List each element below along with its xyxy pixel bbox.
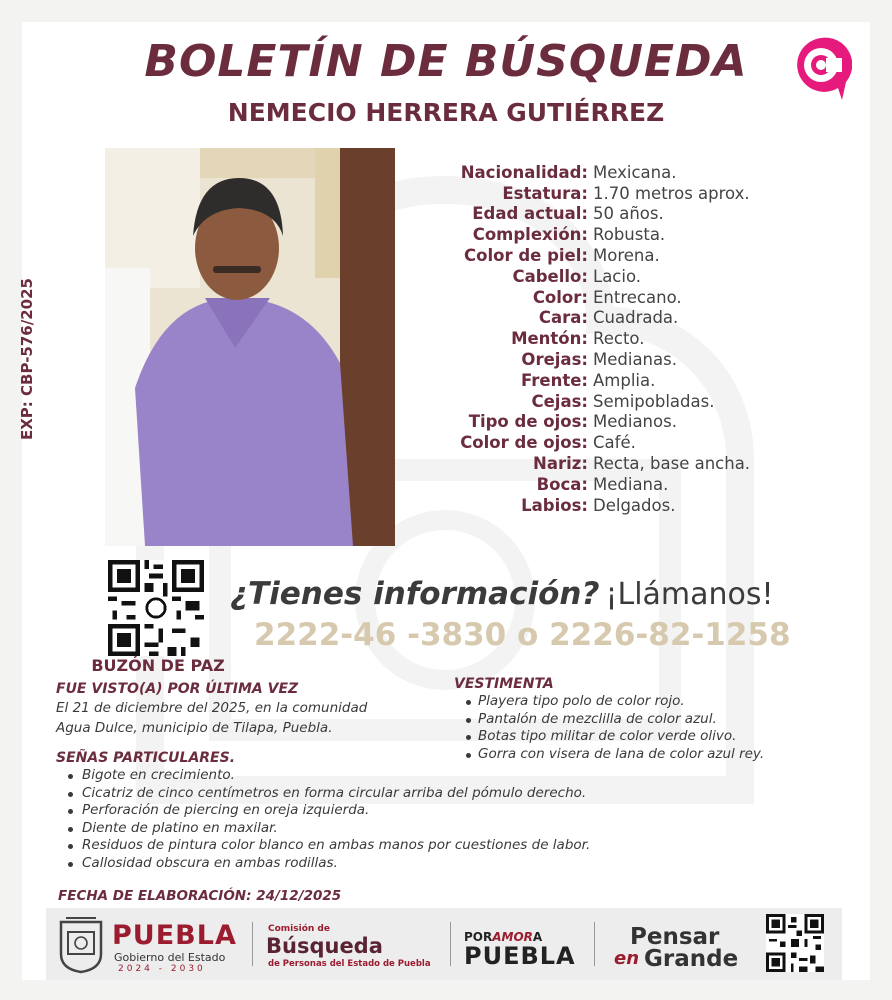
divider [252, 922, 253, 966]
grande-text: Grande [644, 946, 739, 972]
list-item: Cicatriz de cinco centímetros en forma circular arriba del pómulo derecho. [56, 785, 816, 803]
years-text: 2024 - 2030 [118, 964, 206, 974]
attribute-row [430, 453, 830, 474]
info-question-text: ¿Tienes información? [230, 576, 600, 612]
por-text: POR [464, 930, 493, 944]
list-item: Bigote en crecimiento. [56, 767, 816, 785]
a-text: A [532, 930, 543, 944]
attribute-label: Complexión: [472, 225, 588, 245]
elaboration-date: FECHA DE ELABORACIÓN: 24/12/2025 [58, 888, 342, 904]
buzon-qr-code[interactable] [108, 560, 204, 656]
attribute-label: Nacionalidad: [460, 162, 588, 182]
attribute-row [430, 474, 830, 495]
distinguishing-marks-section [56, 750, 816, 872]
attribute-label: Boca: [536, 474, 588, 494]
attribute-row [430, 328, 830, 349]
attribute-row [430, 183, 830, 204]
list-item: Perforación de piercing en oreja izquierda. [56, 802, 816, 820]
attribute-value: Recta, base ancha. [593, 454, 751, 474]
attribute-value: Recto. [593, 329, 645, 349]
attribute-row [430, 224, 830, 245]
attribute-label: Tipo de ojos: [468, 412, 588, 432]
attribute-label: Frente: [521, 370, 588, 390]
state-shield-icon [56, 914, 106, 974]
contact-phones[interactable]: 2222-46 -3830 o 2226-82-1258 [254, 617, 791, 653]
en-text: en [614, 948, 640, 969]
buzon-de-paz-label: BUZÓN DE PAZ [91, 656, 225, 675]
attribute-row [430, 287, 830, 308]
last-seen-line: El 21 de diciembre del 2025, en la comunidad [56, 700, 368, 716]
list-item: Pantalón de mezclilla de color azul. [454, 711, 854, 729]
attribute-value: 1.70 metros aprox. [593, 183, 750, 203]
attribute-row [430, 308, 830, 329]
clothing-heading: VESTIMENTA [454, 676, 554, 692]
attribute-value: Robusta. [593, 225, 666, 245]
busqueda-logo-text: Búsqueda [266, 934, 383, 958]
attribute-value: Cuadrada. [593, 308, 679, 328]
marks-list [56, 767, 816, 872]
divider [450, 922, 451, 966]
attribute-value: Delgados. [593, 495, 676, 515]
attribute-row [430, 391, 830, 412]
attribute-label: Color de piel: [464, 246, 588, 266]
marks-heading: SEÑAS PARTICULARES. [56, 750, 236, 766]
list-item: Diente de platino en maxilar. [56, 820, 816, 838]
pensar-text: Pensar [630, 924, 720, 950]
attribute-value: Semipobladas. [593, 391, 715, 411]
call-us-text: ¡Llámanos! [605, 577, 774, 612]
attribute-label: Estatura: [502, 183, 588, 203]
list-item: Gorra con visera de lana de color azul rey. [454, 746, 854, 764]
list-item: Callosidad obscura en ambas rodillas. [56, 855, 816, 873]
list-item: Botas tipo militar de color verde olivo. [454, 728, 854, 746]
attribute-row [430, 266, 830, 287]
attribute-row [430, 495, 830, 516]
por-amor-puebla-text: PUEBLA [464, 942, 576, 970]
gobierno-text: Gobierno del Estado [114, 951, 226, 964]
attribute-row [430, 245, 830, 266]
attribute-value: Mediana. [593, 474, 669, 494]
attribute-value: Mexicana. [593, 162, 677, 182]
attribute-value: Entrecano. [593, 287, 682, 307]
person-photo [105, 148, 395, 546]
puebla-logo-text: PUEBLA [112, 920, 237, 951]
attribute-value: Lacio. [593, 266, 642, 286]
attribute-value: Medianas. [593, 350, 677, 370]
attribute-label: Edad actual: [472, 204, 588, 224]
attribute-label: Cara: [538, 308, 588, 328]
attribute-value: Amplia. [593, 370, 656, 390]
last-seen-section [56, 681, 436, 737]
attribute-value: Morena. [593, 246, 660, 266]
attribute-value: 50 años. [593, 204, 664, 224]
attribute-label: Color de ojos: [460, 433, 588, 453]
expediente-label: EXP: CBP-576/2025 [18, 278, 36, 440]
list-item: Residuos de pintura color blanco en ambas manos por cuestiones de labor. [56, 837, 816, 855]
attribute-row [430, 370, 830, 391]
info-question [230, 576, 774, 612]
attribute-label: Cejas: [531, 391, 588, 411]
attribute-value: Medianos. [593, 412, 677, 432]
amor-text: AMOR [492, 930, 533, 944]
footer-qr-code[interactable] [766, 914, 824, 972]
c-logo-icon [790, 34, 852, 106]
physical-description-list [430, 162, 830, 516]
comision-description: de Personas del Estado de Puebla [268, 959, 431, 969]
attribute-label: Color: [532, 287, 588, 307]
attribute-label: Orejas: [521, 350, 588, 370]
attribute-label: Labios: [521, 495, 588, 515]
attribute-label: Cabello: [512, 266, 588, 286]
attribute-row [430, 204, 830, 225]
attribute-row [430, 412, 830, 433]
divider [594, 922, 595, 966]
last-seen-heading: FUE VISTO(A) POR ÚLTIMA VEZ [56, 681, 299, 697]
page-title: BOLETÍN DE BÚSQUEDA [144, 36, 748, 87]
attribute-label: Nariz: [533, 454, 588, 474]
attribute-row [430, 349, 830, 370]
last-seen-line: Agua Dulce, municipio de Tilapa, Puebla. [56, 720, 333, 736]
comision-text: Comisión de [268, 924, 330, 934]
attribute-value: Café. [593, 433, 636, 453]
attribute-row [430, 162, 830, 183]
attribute-label: Mentón: [511, 329, 588, 349]
attribute-row [430, 432, 830, 453]
missing-person-name: NEMECIO HERRERA GUTIÉRREZ [227, 98, 665, 127]
footer-logos-bar [46, 908, 842, 980]
list-item: Playera tipo polo de color rojo. [454, 693, 854, 711]
